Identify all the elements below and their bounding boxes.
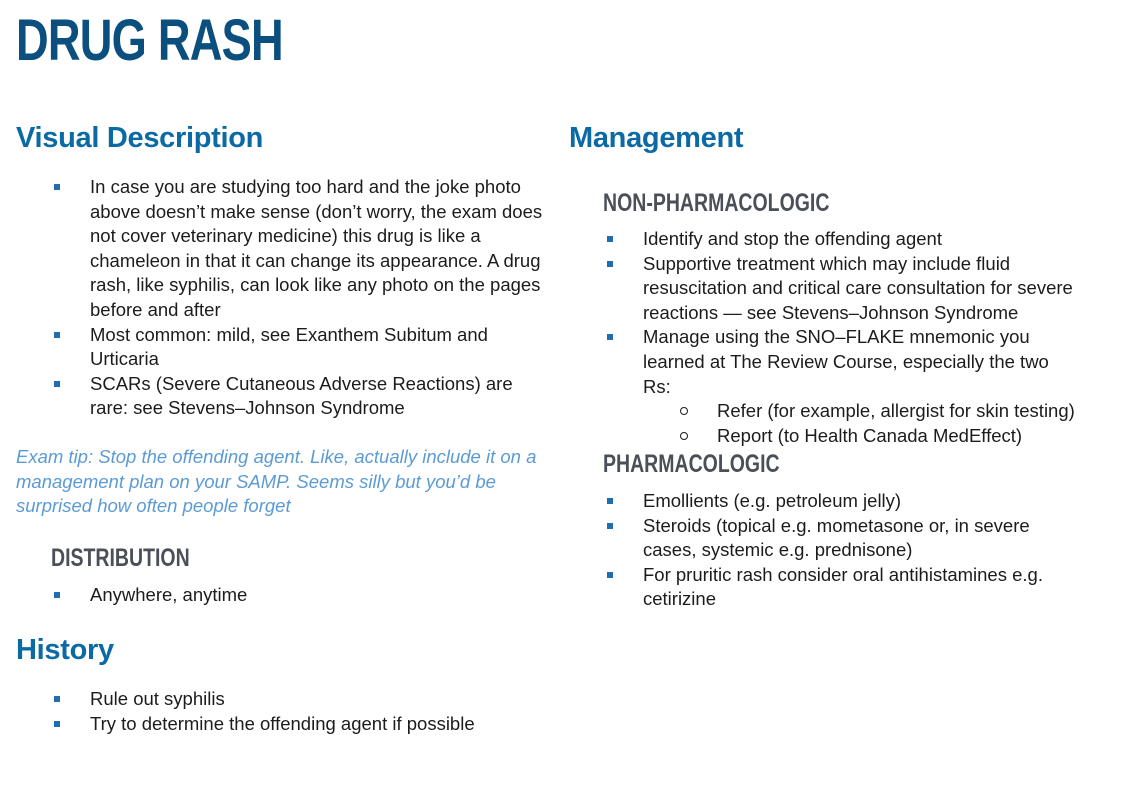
pharmacologic-list (569, 489, 1079, 612)
bullet-square-icon (607, 334, 613, 340)
bullet-square-icon (607, 261, 613, 267)
bullet-square-icon (54, 332, 60, 338)
circle-bullet-icon (680, 407, 688, 415)
list-item: SCARs (Severe Cutaneous Adverse Reactions) are rare: see Stevens–Johnson Syndrome (16, 372, 551, 421)
list-item: In case you are studying too hard and the joke photo above doesn’t make sense (don’t worry, the exam does not cover veterinary medicine) this drug is like a chameleon in that it can change its appearance. A drug rash, like syphilis, can look like any photo on the pages before and after (16, 175, 551, 323)
page-title: DRUG RASH (16, 8, 283, 73)
pharmacologic-heading: PHARMACOLOGIC (603, 450, 780, 478)
list-item: Steroids (topical e.g. mometasone or, in severe cases, systemic e.g. prednisone) (569, 514, 1079, 563)
list-item: Anywhere, anytime (16, 583, 551, 608)
bullet-square-icon (607, 523, 613, 529)
list-item: Identify and stop the offending agent (569, 227, 1079, 252)
management-heading: Management (569, 122, 744, 154)
list-item: Most common: mild, see Exanthem Subitum and Urticaria (16, 323, 551, 372)
two-rs-sublist (643, 399, 1079, 448)
list-item: Manage using the SNO–FLAKE mnemonic you learned at The Review Course, especially the two Rs: Refer (for example, allergist for skin testing) Report (to Health Canada MedEffect) (569, 325, 1079, 448)
bullet-square-icon (54, 721, 60, 727)
sub-list-item: Refer (for example, allergist for skin testing) (643, 399, 1079, 424)
list-item: For pruritic rash consider oral antihistamines e.g. cetirizine (569, 563, 1079, 612)
non-pharmacologic-heading: NON-PHARMACOLOGIC (603, 189, 830, 217)
bullet-square-icon (54, 592, 60, 598)
visual-description-heading: Visual Description (16, 122, 264, 154)
bullet-square-icon (607, 236, 613, 242)
circle-bullet-icon (680, 432, 688, 440)
distribution-list (16, 583, 551, 608)
exam-tip: Exam tip: Stop the offending agent. Like, actually include it on a management plan on your SAMP. Seems silly but you’d be surprised how often people forget (16, 446, 537, 517)
list-item: Try to determine the offending agent if possible (16, 712, 551, 737)
history-list (16, 687, 551, 736)
list-item: Emollients (e.g. petroleum jelly) (569, 489, 1079, 514)
bullet-square-icon (54, 184, 60, 190)
distribution-heading: DISTRIBUTION (51, 544, 190, 572)
bullet-square-icon (54, 381, 60, 387)
history-heading: History (16, 634, 114, 666)
bullet-square-icon (607, 572, 613, 578)
list-item: Supportive treatment which may include fluid resuscitation and critical care consultation for severe reactions — see Stevens–Johnson Syndrome (569, 252, 1079, 326)
visual-description-list (16, 175, 551, 421)
sub-list-item: Report (to Health Canada MedEffect) (643, 424, 1079, 449)
list-item: Rule out syphilis (16, 687, 551, 712)
non-pharmacologic-list (569, 227, 1079, 448)
bullet-square-icon (54, 696, 60, 702)
bullet-square-icon (607, 498, 613, 504)
